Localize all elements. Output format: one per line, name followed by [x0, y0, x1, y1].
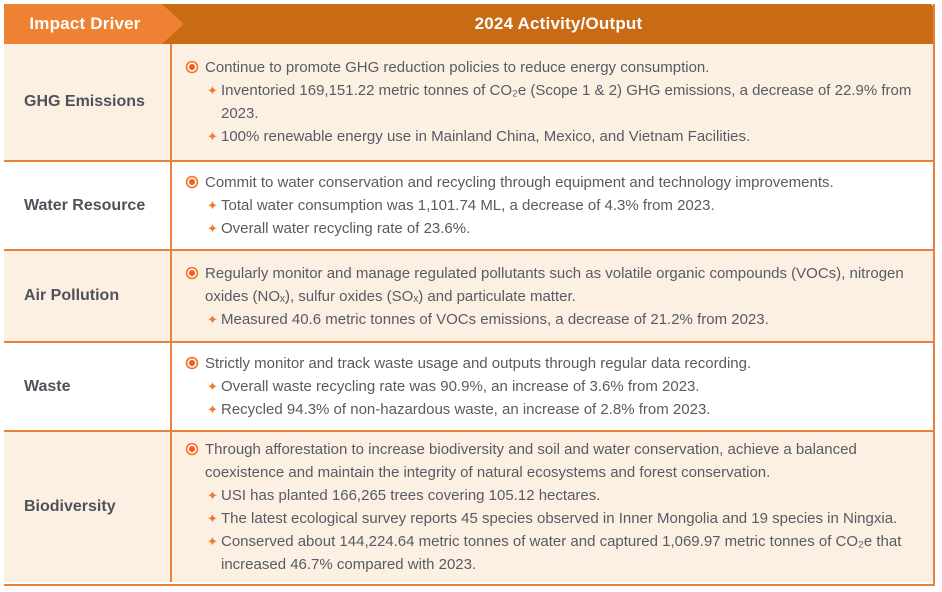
- impact-driver-table: [4, 4, 935, 586]
- activity-cell: [172, 343, 933, 430]
- table-header: [4, 4, 933, 44]
- driver-label-biodiversity: Biodiversity: [4, 432, 172, 582]
- sub-text: Measured 40.6 metric tonnes of VOCs emissions, a decrease of 21.2% from 2023.: [221, 310, 769, 328]
- sub-text: 100% renewable energy use in Mainland China, Mexico, and Vietnam Facilities.: [221, 128, 751, 145]
- sub-item: [207, 507, 921, 530]
- table-row: [4, 162, 933, 251]
- header-activity-output: 2024 Activity/Output: [474, 14, 643, 33]
- activity-cell: [172, 44, 933, 160]
- bullet-item: [185, 352, 921, 375]
- sub-item: [207, 308, 921, 331]
- target-bullet-icon: [189, 446, 195, 452]
- star-bullet-icon: ✦: [207, 83, 218, 98]
- sub-item: [207, 125, 921, 148]
- table-row: [4, 343, 933, 432]
- star-bullet-icon: ✦: [207, 511, 218, 526]
- driver-label-ghg-emissions: GHG Emissions: [4, 44, 172, 160]
- sub-text: Conserved about 144,224.64 metric tonnes of water and captured 1,069.97 metric tonnes of CO₂e that increased 46.7% compared with 2023.: [221, 533, 902, 573]
- table-row: [4, 432, 933, 582]
- star-bullet-icon: ✦: [207, 534, 218, 549]
- sub-text: Inventoried 169,151.22 metric tonnes of CO₂e (Scope 1 & 2) GHG emissions, a decrease of 22.9% from 2023.: [221, 82, 912, 122]
- bullet-item: [185, 56, 921, 79]
- star-bullet-icon: ✦: [207, 488, 218, 503]
- target-bullet-icon: [189, 179, 195, 185]
- sub-text: The latest ecological survey reports 45 species observed in Inner Mongolia and 19 species in Ningxia.: [221, 510, 898, 527]
- bullet-item: [185, 438, 921, 484]
- star-bullet-icon: ✦: [207, 402, 218, 417]
- bullet-text: Continue to promote GHG reduction policies to reduce energy consumption.: [205, 59, 710, 76]
- sub-text: Total water consumption was 1,101.74 ML, a decrease of 4.3% from 2023.: [221, 197, 715, 214]
- sub-item: [207, 484, 921, 507]
- bullet-text: Regularly monitor and manage regulated pollutants such as volatile organic compounds (VOCs), nitrogen oxides (NOₓ), sulfur oxides (SOₓ) and particulate matter.: [205, 264, 904, 305]
- sub-item: [207, 217, 921, 240]
- activity-cell: [172, 251, 933, 341]
- sub-text: USI has planted 166,265 trees covering 105.12 hectares.: [221, 487, 601, 504]
- table-row: [4, 44, 933, 162]
- activity-cell: [172, 162, 933, 249]
- star-bullet-icon: ✦: [207, 311, 218, 327]
- bullet-text: Commit to water conservation and recycling through equipment and technology improvements.: [205, 174, 834, 191]
- sub-item: [207, 530, 921, 576]
- star-bullet-icon: ✦: [207, 198, 218, 213]
- target-bullet-icon: [189, 360, 195, 366]
- target-bullet-icon: [189, 64, 195, 70]
- driver-label-water-resource: Water Resource: [4, 162, 172, 249]
- header-impact-driver: Impact Driver: [29, 14, 141, 33]
- bullet-text: Through afforestation to increase biodiversity and soil and water conservation, achieve a balanced coexistence and maintain the integrity of natural ecosystems and forest conservation.: [205, 441, 857, 481]
- star-bullet-icon: ✦: [207, 129, 218, 144]
- bullet-text: Strictly monitor and track waste usage and outputs through regular data recording.: [205, 355, 752, 372]
- sub-text: Overall waste recycling rate was 90.9%, an increase of 3.6% from 2023.: [221, 378, 700, 395]
- sub-item: [207, 375, 921, 398]
- sub-text: Recycled 94.3% of non-hazardous waste, an increase of 2.8% from 2023.: [221, 401, 711, 418]
- star-bullet-icon: ✦: [207, 221, 218, 236]
- activity-cell: [172, 432, 933, 582]
- sub-item: [207, 79, 921, 125]
- sub-item: [207, 194, 921, 217]
- sub-text: Overall water recycling rate of 23.6%.: [221, 220, 471, 237]
- bullet-item: [185, 171, 921, 194]
- driver-label-waste: Waste: [4, 343, 172, 430]
- star-bullet-icon: ✦: [207, 379, 218, 394]
- bullet-item: [185, 262, 921, 308]
- driver-label-air-pollution: Air Pollution: [4, 251, 172, 341]
- target-bullet-icon: [189, 270, 195, 276]
- table-row: [4, 251, 933, 343]
- sub-item: [207, 398, 921, 421]
